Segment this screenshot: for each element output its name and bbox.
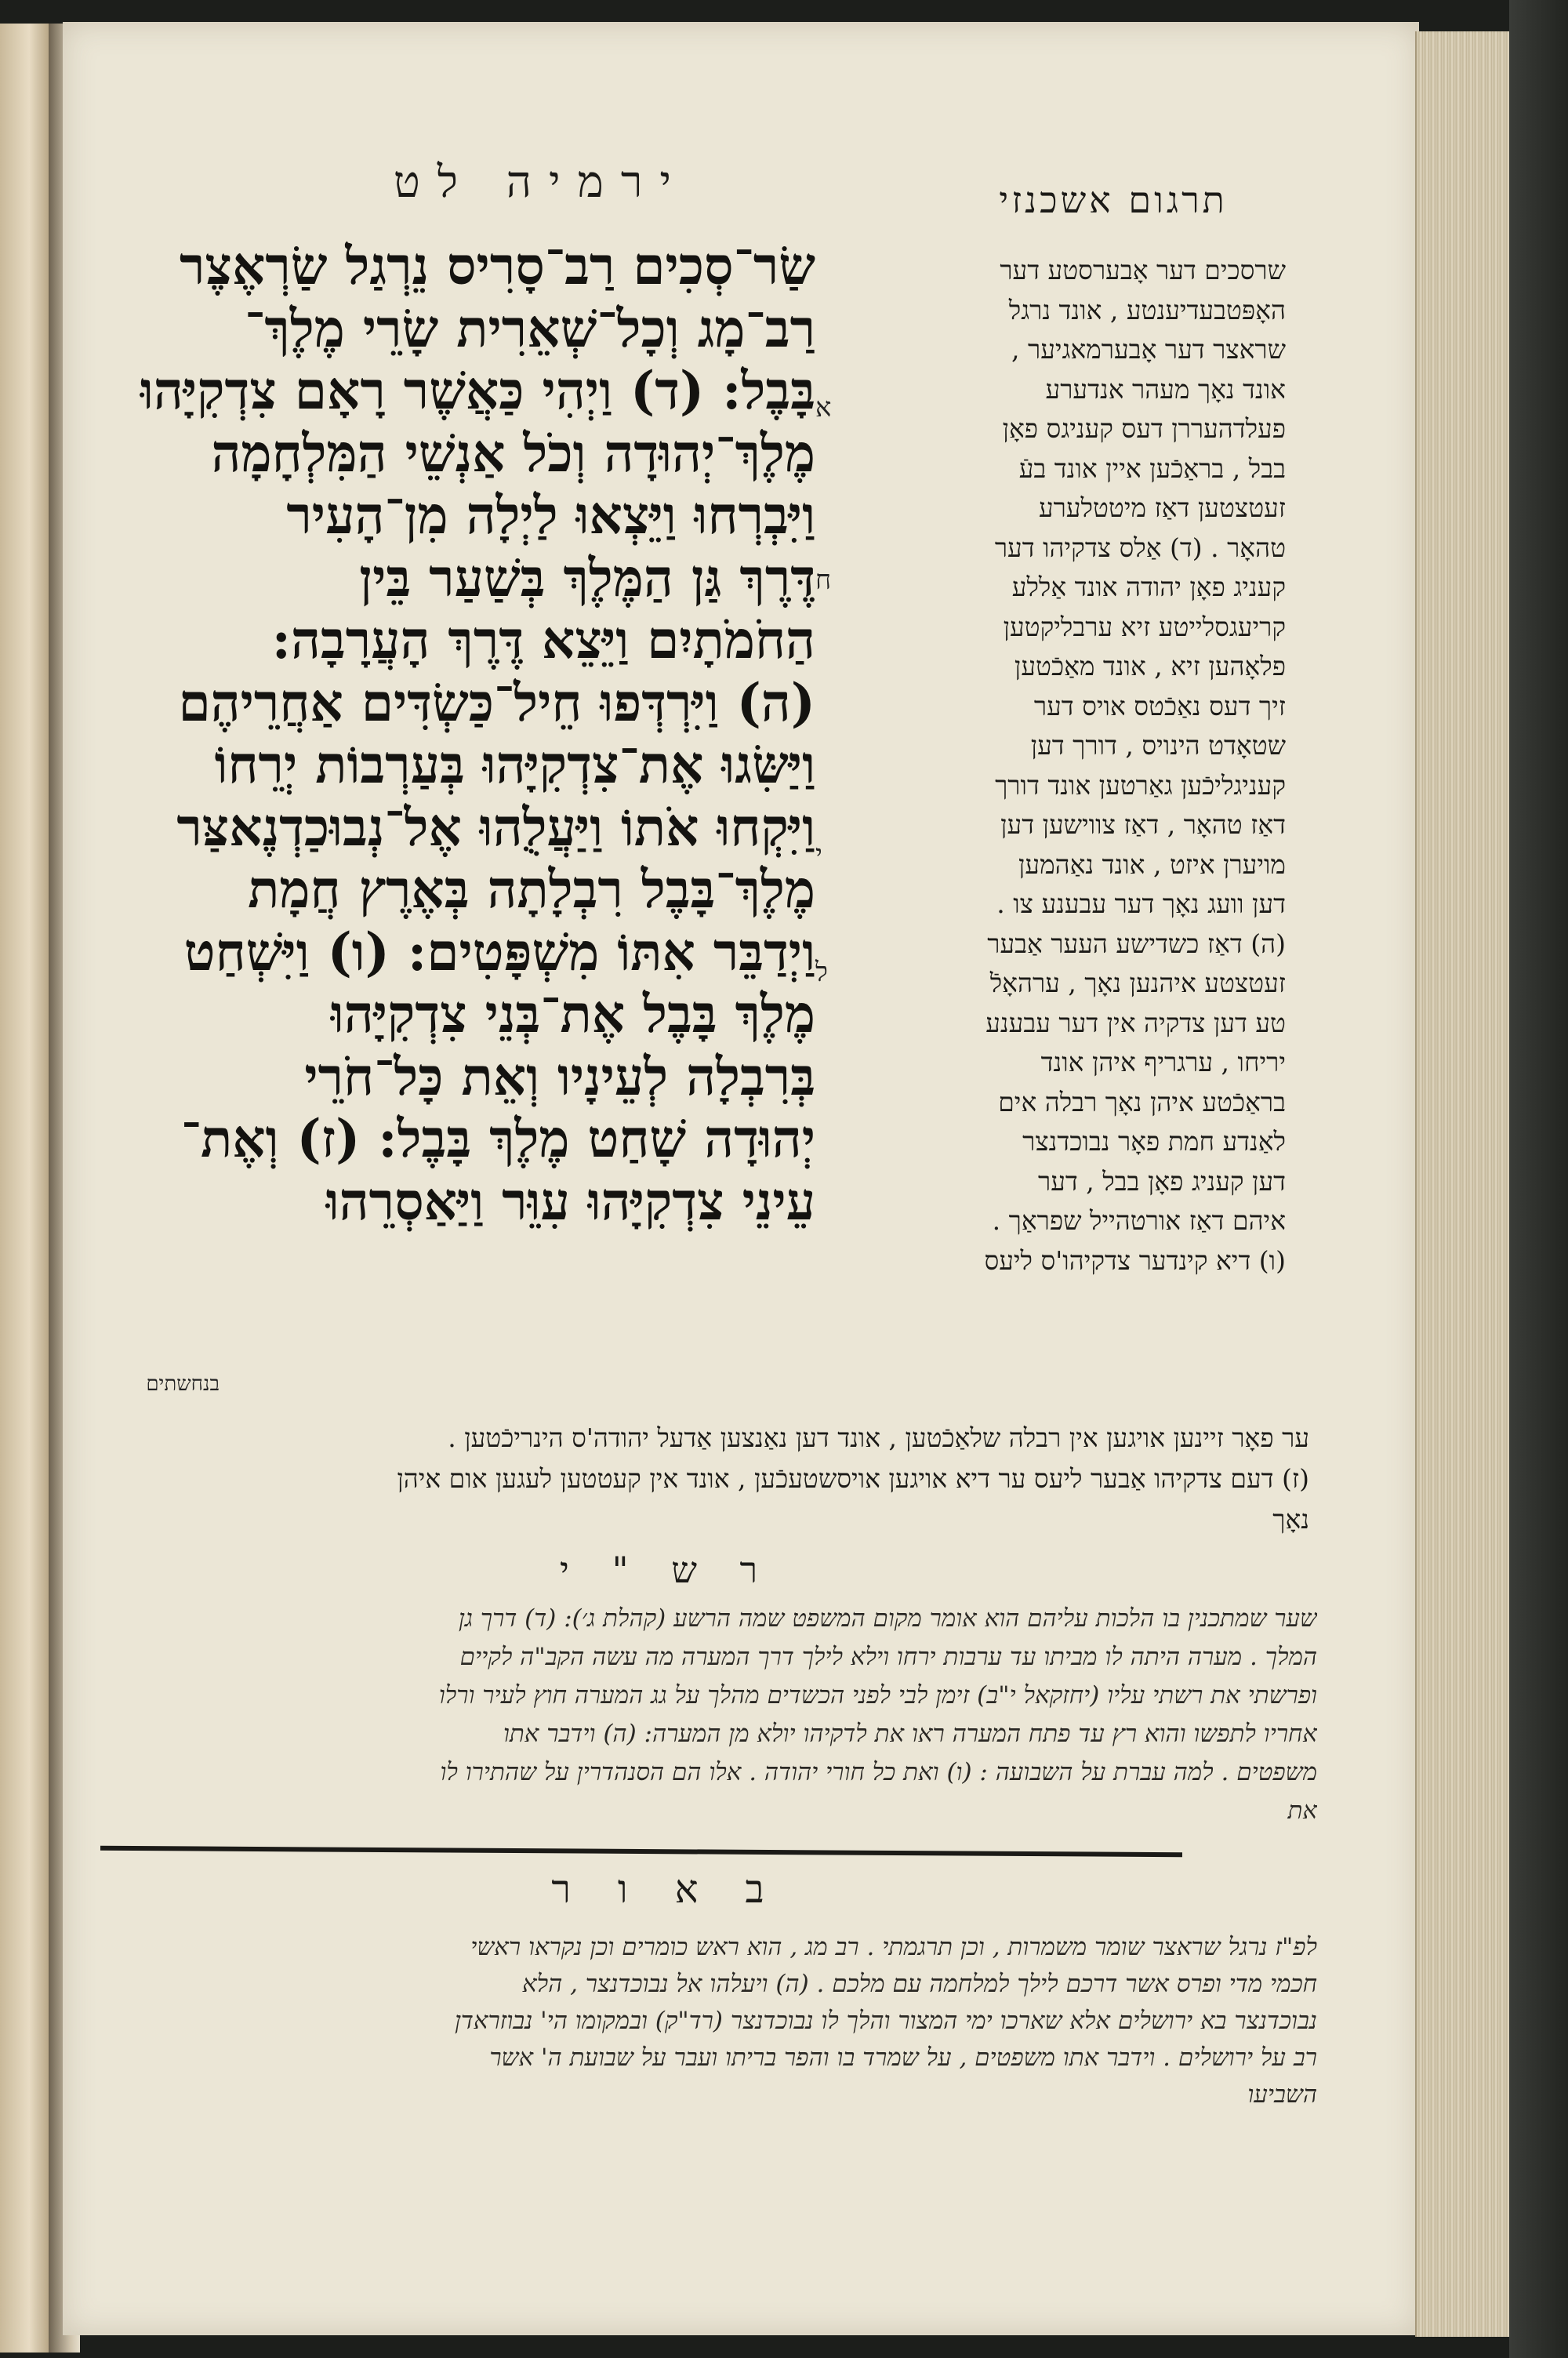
rashi-line: ופרשתי את רשתי עליו (יחזקאל י"ב) זימן לבי לפני הכשדים מהלך על גג המערה חוץ לעיר ורלו	[438, 1681, 1317, 1709]
main-text-line: בְּרִבְלָה לְעֵינָיו וְאֵת כָּל־חֹרֵי	[304, 1045, 815, 1107]
main-text-line: רַב־מָג וְכָל־שְׁאֵרִית שָׂרֵי מֶלֶךְ־	[245, 297, 815, 359]
targum-line: קעניגליכֿען גאַרטען אונד דורך	[995, 769, 1286, 801]
side-mark: ח	[815, 565, 832, 596]
targum-line: קריעגסלייטע זיא ערבליקטען	[1003, 611, 1286, 642]
targum-cont-line: ער פאָר זיינען אויגען אין רבלה שלאַכֿטען , אונד דען נאַנצען אַדעל יהודה'ס הינריכֿטען .	[448, 1422, 1309, 1453]
targum-line: פעלדהעררן דעס קעניגס פאָן	[1002, 413, 1286, 444]
targum-line: יריחו , ערגריף איהן אונד	[1040, 1047, 1286, 1077]
targum-line: פלאָהען זיא , אונד מאַכֿטען	[1014, 651, 1286, 681]
targum-continuation	[110, 1418, 1309, 1559]
main-text-line: יְהוּדָה שָׁחַט מֶלֶךְ בָּבֶל: (ז) וְאֶת־	[180, 1108, 815, 1169]
main-text-line: וַיִּבְרְחוּ וַיֵּצְאוּ לַיְלָה מִן־הָעִיר	[286, 485, 815, 546]
targum-cont-line: נאָך	[1272, 1504, 1309, 1535]
biur-line: רב על ירושלים . וידבר אתו משפטים , על שמרד בו והפר בריתו ועבר על שבועת ה' אשר	[489, 2044, 1317, 2072]
targum-line: זיך דעס נאַכֿטס אויס דער	[1033, 690, 1286, 721]
biur-line: לפ"ז נרגל שראצר שומר משמרות , וכן תרגמתי . רב מג , הוא ראש כומרים וכן נקראו ראשי	[470, 1933, 1317, 1961]
targum-line: טע דען צדקיה אין דער עבענע	[985, 1007, 1286, 1038]
biur-line: השביעו	[1247, 2080, 1317, 2109]
main-text-line: בָּבֶל: (ד) וַיְהִי כַּאֲשֶׁר רָאָם צִדְקִיָּהוּ	[140, 360, 815, 421]
targum-line: קעניג פאָן יהודה אונד אַללע	[1011, 572, 1286, 602]
targum-line: בראַכֿטע איהן נאָך רבלה אים	[998, 1086, 1286, 1117]
main-hebrew-text	[94, 235, 815, 1388]
targum-line: זעטצטע איהנען נאָך , ערהאָלֿ	[989, 968, 1286, 998]
ketiv-note: בנחשתים	[146, 1372, 220, 1396]
targum-line: בבל , בראַכֿען איין אונד בעֿ	[1018, 452, 1286, 484]
side-mark: ל	[815, 957, 828, 988]
rashi-commentary	[118, 1600, 1317, 1835]
biur-line: חכמי מדי ופרס אשר דרכם לילך למלחמה עם מלכם . (ה) ויעלהו אל נבוכדנצר , הלא	[521, 1970, 1317, 1998]
side-mark: א	[815, 392, 832, 423]
targum-line: דאַז טהאָר , דאַז צווישען דען	[1000, 809, 1286, 840]
page-edges	[1415, 31, 1511, 2337]
book-cover-edge	[1509, 0, 1568, 2358]
biur-line: נבוכדנצר בא ירושלים אלא שארכו ימי המצור והלך לו נבוכדנצר (רד"ק) ובמקומו הי' נבוזראדן	[454, 2007, 1317, 2035]
main-text-line: מֶלֶךְ־בָּבֶל רִבְלָתָה בְּאֶרֶץ חֲמָת	[248, 859, 815, 920]
targum-column	[851, 251, 1286, 1443]
biur-commentary	[118, 1929, 1317, 2117]
main-text-line: הַחֹמֹתָיִם וַיֵּצֵא דֶּרֶךְ הָעֲרָבָה:	[271, 609, 815, 670]
targum-line: האָפּטבעדיענטע , אונד נרגל	[1008, 294, 1286, 325]
targum-line: לאַנדע חמת פאָר נבוכדנצר	[1022, 1126, 1286, 1157]
main-text-line: מֶלֶךְ בָּבֶל אֶת־בְּנֵי צִדְקִיָּהוּ	[330, 983, 815, 1045]
main-text-line: וַיְדַבֵּר אִתּוֹ מִשְׁפָּטִים: (ו) וַיִּשְׁחַט	[183, 921, 815, 983]
rashi-heading: ר ש " י	[559, 1549, 774, 1591]
rashi-line: שער שמתכנין בו הלכות עליהם הוא אומר מקום המשפט שמה הרשע (קהלת ג׳): (ד) דרך גן	[458, 1604, 1317, 1633]
book-chapter-header: ירמיה לט	[393, 157, 689, 208]
main-text-line: מֶלֶךְ־יְהוּדָה וְכֹל אַנְשֵׁי הַמִּלְחָמָה	[211, 422, 815, 484]
targum-line: דען וועג נאָך דער עבענע צו .	[996, 888, 1286, 919]
targum-line: (ו) דיא קינדער צדקיהו'ס ליעס	[984, 1244, 1286, 1276]
targum-cont-line: (ז) דעם צדקיהו אַבער ליעס ער דיא אויגען אויסשטעכֿען , אונד אין קעטטען לעגען אום איהן	[397, 1463, 1309, 1494]
targum-line: מויערן איזט , אונד נאַהמען	[1018, 848, 1286, 880]
main-text-line: וַיִּקְחוּ אֹתוֹ וַיַּעֲלֻהוּ אֶל־נְבוּכַדְנֶאצַּר	[176, 796, 815, 858]
targum-line: איהם דאַז אורטהייל שפראַך .	[992, 1205, 1286, 1236]
main-text-line: שַׂר־סְכִים רַב־סָרִיס נֵרְגַל שַׂרְאֶצֶר	[179, 235, 815, 296]
targum-line: טהאָר . (ד) אַלס צדקיהו דער	[994, 532, 1286, 563]
side-mark: י	[815, 839, 822, 870]
main-text-line: דֶּרֶךְ גַּן הַמֶּלֶךְ בְּשַׁעַר בֵּין	[359, 547, 815, 609]
targum-line: (ה) דאַז כשדישע העער אַבער	[987, 928, 1286, 959]
targum-line: זעטצטען דאַז מיטטלערע	[1038, 492, 1286, 523]
biur-heading: ב א ו ר	[551, 1866, 782, 1912]
targum-line: אונד נאָך מעהר אנדערע	[1045, 373, 1286, 405]
targum-line: דען קעניג פאָן בבל , דער	[1037, 1165, 1286, 1197]
main-text-line: וַיַּשִּׂגוּ אֶת־צִדְקִיָּהוּ בְּעַרְבוֹת יְרֵחוֹ	[214, 734, 815, 795]
targum-header: תרגום אשכנזי	[999, 179, 1228, 221]
rashi-line: המלך . מערה היתה לו מביתו עד ערבות ירחו וילא לילך דרך המערה מה עשה הקב"ה לקיים	[459, 1643, 1317, 1671]
rashi-line: אחריו לתפשו והוא רץ עד פתח המערה ראו את לדקיהו יולא מן המערה: (ה) וידבר אתו	[503, 1720, 1317, 1748]
left-page-edge	[0, 24, 50, 2353]
targum-line: שראצר דער אָבערמאגיער ,	[1011, 334, 1286, 365]
targum-line: שטאָדט הינויס , דורך דען	[1030, 730, 1286, 761]
main-text-line: (ה) וַיִּרְדְּפוּ חֵיל־כַּשְׂדִּים אַחֲרֵיהֶם	[178, 671, 815, 733]
targum-line: שרסכים דער אָבערסטע דער	[1000, 255, 1286, 285]
main-text-line: עֵינֵי צִדְקִיָּהוּ עִוֵּר וַיַּאַסְרֵהוּ	[325, 1170, 815, 1232]
rashi-line: את	[1287, 1797, 1317, 1825]
rashi-line: משפטים . למה עברת על השבועה : (ו) ואת כל חורי יהודה . אלו הם הסנהדרין על שהתירו לו	[440, 1758, 1317, 1786]
